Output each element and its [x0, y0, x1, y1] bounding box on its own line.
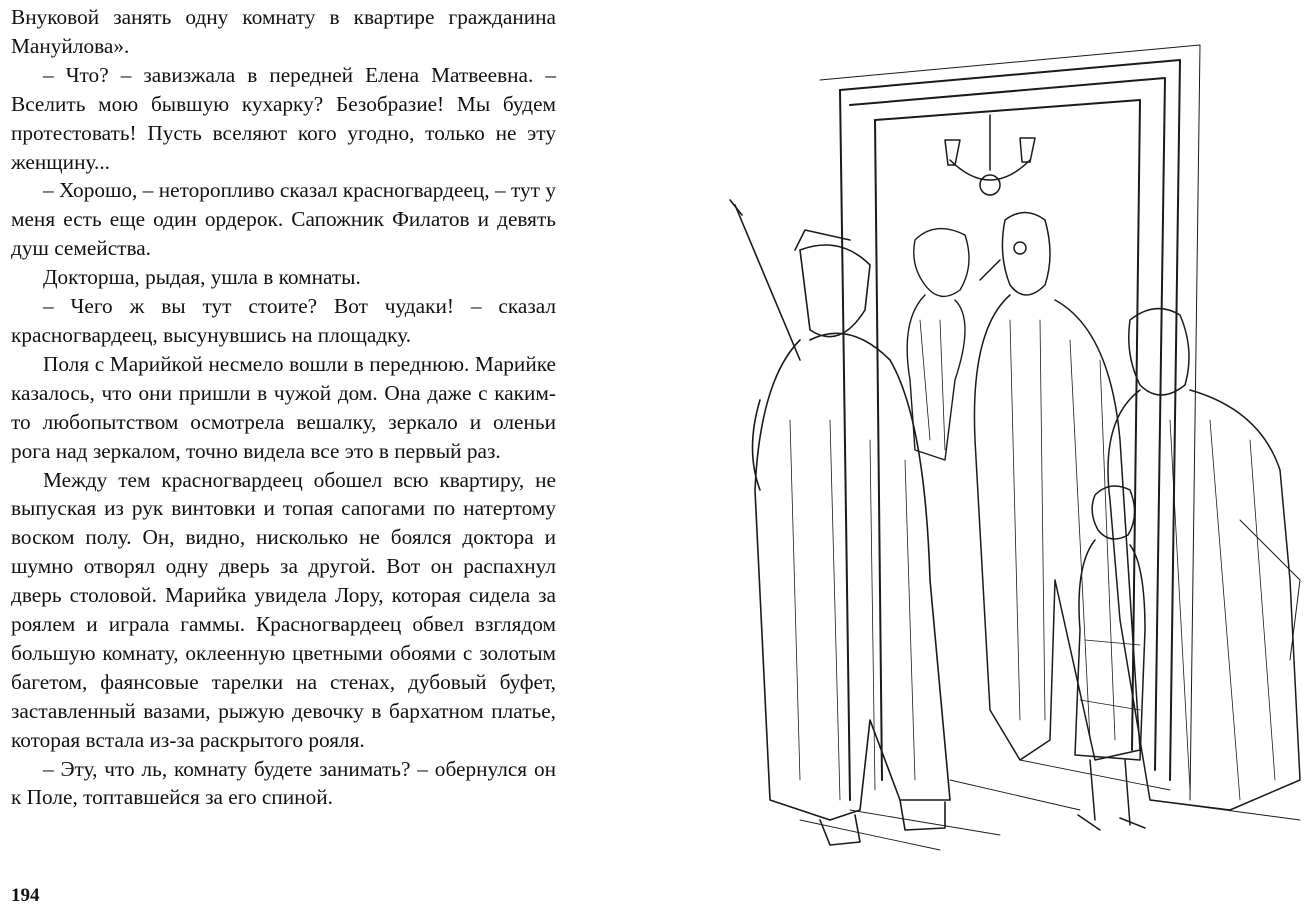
chandelier-drawing — [945, 115, 1035, 195]
sketch-illustration — [700, 20, 1310, 880]
paragraph: Докторша, рыдая, ушла в комнаты. — [43, 265, 361, 290]
body-text — [11, 3, 556, 812]
woman-figure — [907, 229, 969, 460]
paragraph: Поля с Марийкой несмело вошли в переднюю. Марийке казалось, что они пришли в чужой дом. Она даже с каким-то любопытством осмотрела вешалку, зеркало и оленьи рога над зеркалом, точно видела все это в первый раз. — [11, 351, 556, 463]
paragraph: – Чего ж вы тут стоите? Вот чудаки! – сказал красногвардеец, высунувшись на площадку. — [11, 294, 556, 347]
paragraph: Между тем красногвардеец обошел всю квартиру, не выпуская из рук винтовки и топая сапогами по натертому воском полу. Он, видно, нисколько не боялся доктора и шумно отворял одну дверь за другой. Вот он распахнул дверь столовой. Марийка увидела Лору, которая сидела за роялем и играла гаммы. Красногвардеец обвел взглядом большую комнату, оклеенную цветными обоями с золотым багетом, фаянсовые тарелки на стенах, дубовый буфет, заставленный вазами, рыжую девочку в бархатном платье, которая встала из-за раскрытого рояля. — [11, 467, 556, 752]
paragraph: Внуковой занять одну комнату в квартире гражданина Мануйлова». — [11, 5, 556, 58]
paragraph: – Хорошо, – неторопливо сказал красногвардеец, – тут у меня есть еще один ордерок. Сапожник Филатов и девять душ семейства. — [11, 178, 556, 261]
paragraph: – Эту, что ль, комнату будете занимать? – обернулся он к Поле, топтавшейся за его спиной. — [11, 756, 556, 810]
paragraph: – Что? – завизжала в передней Елена Матвеевна. – Вселить мою бывшую кухарку? Безобразие! Мы будем протестовать! Пусть вселяют кого угодно, только не эту женщину... — [11, 62, 556, 174]
page-number: 194 — [11, 885, 40, 906]
soldier-figure — [730, 200, 950, 845]
